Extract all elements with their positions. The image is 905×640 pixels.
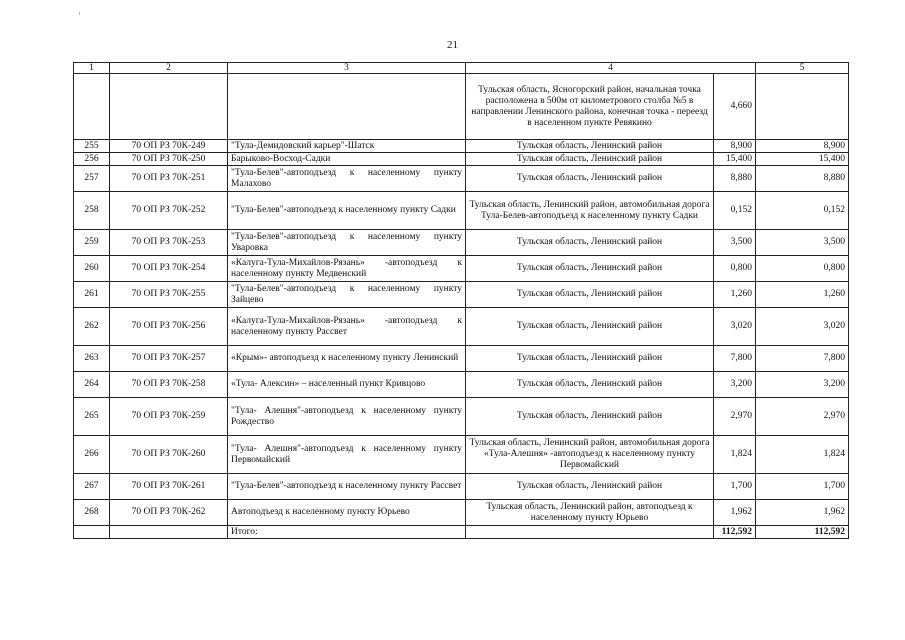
road-total: [756, 74, 849, 140]
road-length: 1,962: [714, 500, 756, 526]
road-location: Тульская область, Ленинский район: [466, 166, 714, 192]
empty-cell: [466, 526, 714, 539]
road-total: 1,700: [756, 474, 849, 500]
row-number: [74, 74, 110, 140]
road-name: «Крым»- автоподъезд к населенному пункту Ленинский: [228, 346, 466, 372]
total-label: Итого:: [228, 526, 466, 539]
road-name: [228, 74, 466, 140]
road-code: 70 ОП РЗ 70К-258: [110, 372, 228, 398]
total-row: [74, 526, 849, 539]
header-cell: 1: [74, 63, 110, 74]
row-number: 256: [74, 153, 110, 166]
road-total: 15,400: [756, 153, 849, 166]
road-code: 70 ОП РЗ 70К-259: [110, 398, 228, 436]
road-location: Тульская область, Ленинский район: [466, 256, 714, 282]
road-total: 1,962: [756, 500, 849, 526]
road-code: 70 ОП РЗ 70К-261: [110, 474, 228, 500]
road-length: 15,400: [714, 153, 756, 166]
road-total: 8,900: [756, 140, 849, 153]
road-total: 3,500: [756, 230, 849, 256]
road-length: 1,700: [714, 474, 756, 500]
row-number: 260: [74, 256, 110, 282]
road-code: 70 ОП РЗ 70К-256: [110, 308, 228, 346]
road-location: Тульская область, Ленинский район: [466, 282, 714, 308]
empty-cell: [110, 526, 228, 539]
road-code: 70 ОП РЗ 70К-249: [110, 140, 228, 153]
road-location: Тульская область, Ясногорский район, начальная точка расположена в 500м от километрового столба №5 в направлении Ленинского района, конечная точка - переезд в населенном пункте Ревякино: [466, 74, 714, 140]
road-total: 2,970: [756, 398, 849, 436]
row-number: 268: [74, 500, 110, 526]
road-location: Тульская область, Ленинский район: [466, 153, 714, 166]
road-length: 3,020: [714, 308, 756, 346]
table-row: [74, 74, 849, 140]
road-location: Тульская область, Ленинский район: [466, 346, 714, 372]
road-name: "Тула- Алешня"-автоподъезд к населенному пункту Рождество: [228, 398, 466, 436]
road-length: 8,900: [714, 140, 756, 153]
road-name: "Тула-Белев"-автоподъезд к населенному пункту Садки: [228, 192, 466, 230]
road-location: Тульская область, Ленинский район, автомобильная дорога «Тула-Алешня» -автоподъезд к населенному пункту Первомайский: [466, 436, 714, 474]
table-row: [74, 140, 849, 153]
road-name: "Тула- Алешня"-автоподъезд к населенному пункту Первомайский: [228, 436, 466, 474]
row-number: 264: [74, 372, 110, 398]
road-name: "Тула-Белев"-автоподъезд к населенному пункту Зайцево: [228, 282, 466, 308]
road-location: Тульская область, Ленинский район: [466, 474, 714, 500]
total-length: 112,592: [714, 526, 756, 539]
road-length: 7,800: [714, 346, 756, 372]
road-name: «Калуга-Тула-Михайлов-Рязань» -автоподъезд к населенному пункту Рассвет: [228, 308, 466, 346]
row-number: 266: [74, 436, 110, 474]
row-number: 267: [74, 474, 110, 500]
table-row: [74, 230, 849, 256]
road-name: "Тула-Белев"-автоподъезд к населенному пункту Малахово: [228, 166, 466, 192]
road-length: 3,500: [714, 230, 756, 256]
table-row: [74, 282, 849, 308]
table-header-row: [74, 63, 849, 74]
road-code: 70 ОП РЗ 70К-251: [110, 166, 228, 192]
road-name: Барыково-Восход-Садки: [228, 153, 466, 166]
row-number: 261: [74, 282, 110, 308]
road-length: 4,660: [714, 74, 756, 140]
road-name: "Тула-Демидовский карьер"-Шатск: [228, 140, 466, 153]
road-name: «Тула- Алексин» – населенный пункт Кривцово: [228, 372, 466, 398]
road-length: 1,824: [714, 436, 756, 474]
road-location: Тульская область, Ленинский район: [466, 308, 714, 346]
road-code: 70 ОП РЗ 70К-260: [110, 436, 228, 474]
row-number: 265: [74, 398, 110, 436]
road-length: 8,880: [714, 166, 756, 192]
table-row: [74, 153, 849, 166]
road-code: 70 ОП РЗ 70К-254: [110, 256, 228, 282]
table-row: [74, 372, 849, 398]
road-length: 2,970: [714, 398, 756, 436]
road-length: 0,152: [714, 192, 756, 230]
row-number: 255: [74, 140, 110, 153]
header-cell: 5: [756, 63, 849, 74]
road-total: 3,200: [756, 372, 849, 398]
road-location: Тульская область, Ленинский район: [466, 398, 714, 436]
row-number: 263: [74, 346, 110, 372]
road-location: Тульская область, Ленинский район: [466, 230, 714, 256]
row-number: 257: [74, 166, 110, 192]
table-row: [74, 436, 849, 474]
table-row: [74, 308, 849, 346]
scan-mark: [79, 12, 80, 15]
road-name: «Калуга-Тула-Михайлов-Рязань» -автоподъезд к населенному пункту Медвенский: [228, 256, 466, 282]
row-number: 258: [74, 192, 110, 230]
road-code: 70 ОП РЗ 70К-257: [110, 346, 228, 372]
roads-table: [73, 62, 849, 539]
row-number: 262: [74, 308, 110, 346]
road-name: "Тула-Белев"-автоподъезд к населенному пункту Рассвет: [228, 474, 466, 500]
road-code: 70 ОП РЗ 70К-262: [110, 500, 228, 526]
road-code: 70 ОП РЗ 70К-253: [110, 230, 228, 256]
road-length: 0,800: [714, 256, 756, 282]
road-length: 1,260: [714, 282, 756, 308]
road-code: [110, 74, 228, 140]
road-length: 3,200: [714, 372, 756, 398]
total-total: 112,592: [756, 526, 849, 539]
table-row: [74, 192, 849, 230]
page-number: 21: [447, 39, 458, 51]
road-total: 1,260: [756, 282, 849, 308]
table-row: [74, 500, 849, 526]
road-code: 70 ОП РЗ 70К-250: [110, 153, 228, 166]
road-total: 1,824: [756, 436, 849, 474]
table-row: [74, 474, 849, 500]
empty-cell: [74, 526, 110, 539]
table-row: [74, 166, 849, 192]
road-location: Тульская область, Ленинский район: [466, 140, 714, 153]
road-total: 0,152: [756, 192, 849, 230]
road-location: Тульская область, Ленинский район, автомобильная дорога Тула-Белев-автоподъезд к населенному пункту Садки: [466, 192, 714, 230]
header-cell: 4: [466, 63, 756, 74]
row-number: 259: [74, 230, 110, 256]
header-cell: 3: [228, 63, 466, 74]
road-location: Тульская область, Ленинский район: [466, 372, 714, 398]
road-total: 3,020: [756, 308, 849, 346]
table-row: [74, 256, 849, 282]
road-code: 70 ОП РЗ 70К-252: [110, 192, 228, 230]
road-total: 0,800: [756, 256, 849, 282]
road-code: 70 ОП РЗ 70К-255: [110, 282, 228, 308]
road-location: Тульская область, Ленинский район, автоподъезд к населенному пункту Юрьево: [466, 500, 714, 526]
table-row: [74, 398, 849, 436]
road-name: "Тула-Белев"-автоподъезд к населенному пункту Уваровка: [228, 230, 466, 256]
road-name: Автоподъезд к населенному пункту Юрьево: [228, 500, 466, 526]
road-total: 7,800: [756, 346, 849, 372]
header-cell: 2: [110, 63, 228, 74]
road-total: 8,880: [756, 166, 849, 192]
table-row: [74, 346, 849, 372]
